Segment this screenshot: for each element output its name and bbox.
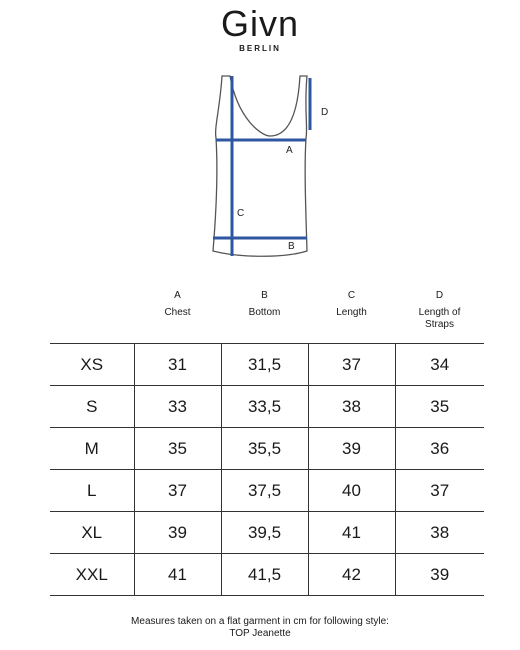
- length-value: 38: [308, 386, 395, 428]
- length-value: 40: [308, 470, 395, 512]
- garment-measurement-diagram: [200, 70, 340, 265]
- straps-value: 34: [395, 344, 484, 386]
- column-name: Length: [336, 307, 367, 318]
- size-label: XL: [50, 512, 134, 554]
- straps-value: 39: [395, 554, 484, 596]
- bottom-value: 41,5: [221, 554, 308, 596]
- bottom-value: 35,5: [221, 428, 308, 470]
- tank-top-outline: [213, 76, 307, 256]
- brand-city: BERLIN: [239, 44, 281, 53]
- label-b: B: [288, 241, 295, 252]
- size-label: S: [50, 386, 134, 428]
- column-letter: B: [261, 290, 268, 301]
- column-name: Length of Straps: [418, 307, 461, 330]
- straps-value: 37: [395, 470, 484, 512]
- chest-value: 35: [134, 428, 221, 470]
- size-label: L: [50, 470, 134, 512]
- straps-value: 38: [395, 512, 484, 554]
- chest-value: 31: [134, 344, 221, 386]
- column-header-d: [395, 290, 484, 331]
- column-name: Chest: [164, 307, 191, 318]
- bottom-value: 31,5: [221, 344, 308, 386]
- bottom-value: 37,5: [221, 470, 308, 512]
- column-letter: A: [174, 290, 181, 301]
- bottom-value: 39,5: [221, 512, 308, 554]
- table-row: [50, 386, 484, 428]
- size-label: XXL: [50, 554, 134, 596]
- table-row: [50, 512, 484, 554]
- column-letter: C: [347, 290, 356, 301]
- table-row: [50, 554, 484, 596]
- brand-name: Givn: [220, 3, 300, 44]
- straps-value: 35: [395, 386, 484, 428]
- footnote: [0, 616, 520, 640]
- label-c: C: [237, 208, 245, 219]
- column-header-b: [221, 290, 308, 319]
- straps-value: 36: [395, 428, 484, 470]
- label-a: A: [286, 145, 293, 156]
- chest-value: 41: [134, 554, 221, 596]
- size-label: XS: [50, 344, 134, 386]
- column-name: Bottom: [248, 307, 281, 318]
- label-d: D: [321, 107, 329, 118]
- chest-value: 39: [134, 512, 221, 554]
- table-row: [50, 344, 484, 386]
- column-header-c: [308, 290, 395, 319]
- bottom-value: 33,5: [221, 386, 308, 428]
- length-value: 37: [308, 344, 395, 386]
- size-chart-table: [50, 343, 484, 596]
- column-letter: D: [435, 290, 444, 301]
- chest-value: 37: [134, 470, 221, 512]
- length-value: 39: [308, 428, 395, 470]
- table-row: [50, 428, 484, 470]
- length-value: 41: [308, 512, 395, 554]
- footnote-line-2: TOP Jeanette: [229, 628, 291, 639]
- footnote-line-1: Measures taken on a flat garment in cm for following style:: [131, 616, 389, 627]
- brand-logo: [0, 4, 520, 53]
- size-label: M: [50, 428, 134, 470]
- column-header-a: [134, 290, 221, 319]
- chest-value: 33: [134, 386, 221, 428]
- length-value: 42: [308, 554, 395, 596]
- table-row: [50, 470, 484, 512]
